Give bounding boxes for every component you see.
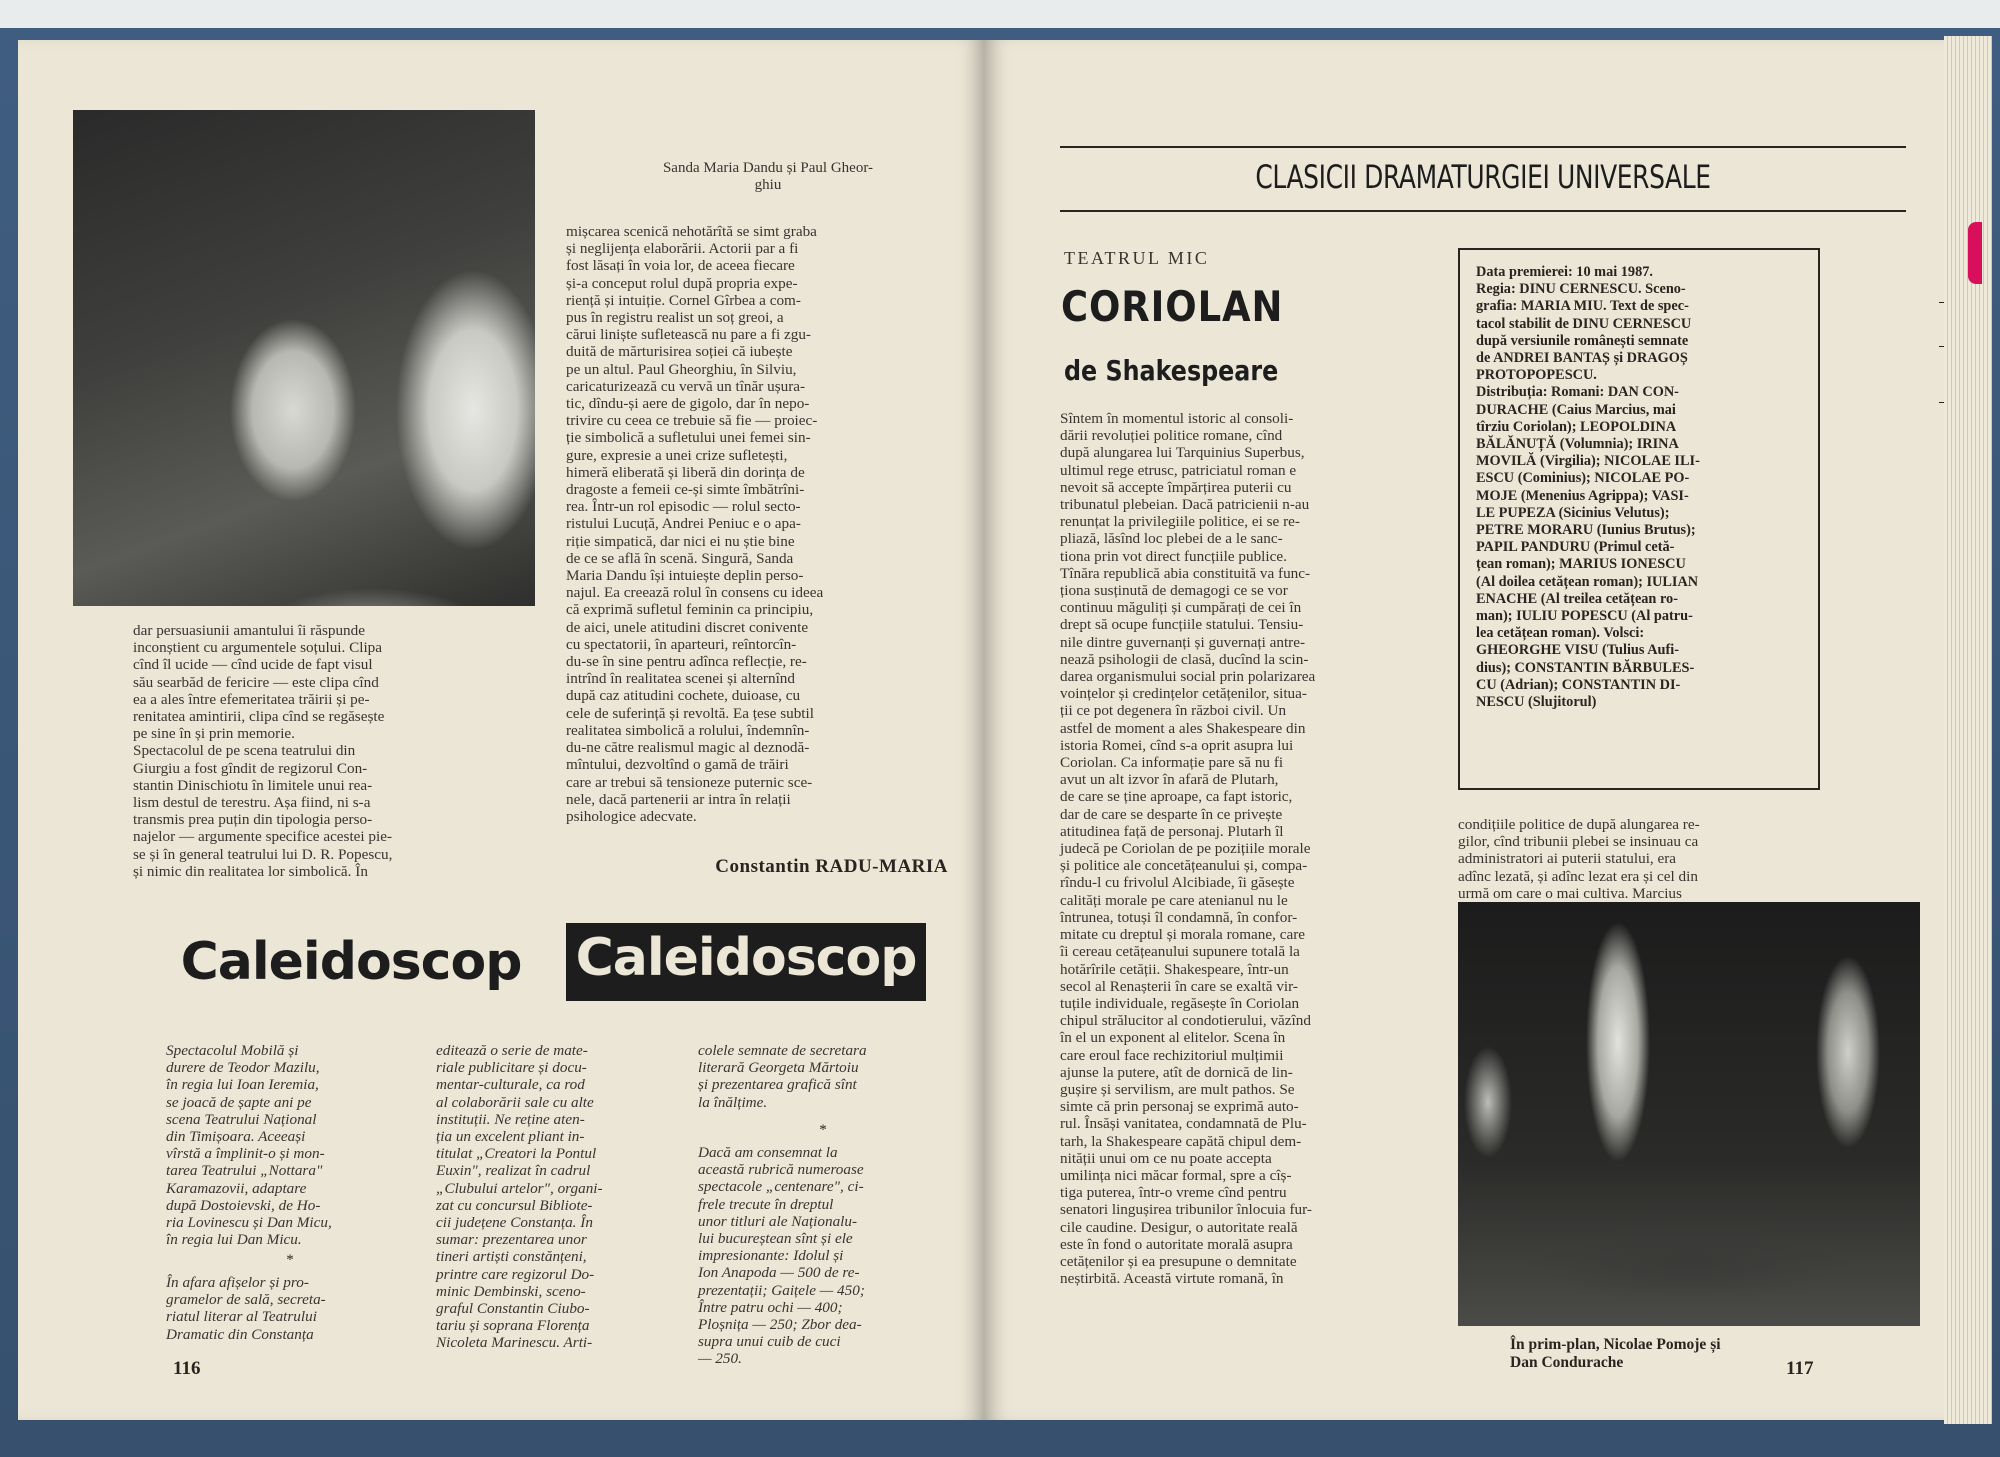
bookmark-tab: [1968, 222, 1982, 284]
kaleidoscop-column-2: editează o serie de mate- riale publicitare și docu- mentar-culturale, ca rod al colaborării sale cu alte instituții. Ne reține aten- ția un excelent pliant in- titulat „Creatori la Pontul Euxin", realizat în cadrul „Clubului artelor", organi- zat cu concursul Bibliote- cii județene Constanța. În sumar: prezentarea unor tineri artiști constănțeni, printre care regizorul Do- minic Dembinski, sceno- graful Constantin Ciubo- tariu și soprana Florența Nicoleta Marinescu. Arti-: [436, 1042, 603, 1352]
credits-text: Data premierei: 10 mai 1987. Regia: DINU CERNESCU. Sceno- grafia: MARIA MIU. Text de spec- tacol stabilit de DINU CERNESCU după versiunile românești semnate de ANDREI BANTAȘ și DRAGOȘ PROTOPOPESCU. Distribuția: Romani: DAN CON- DURACHE (Caius Marcius, mai tîrziu Coriolan); LEOPOLDINA BĂLĂNUȚĂ (Volumnia); IRINA MOVILĂ (Virgilia); NICOLAE ILI- ESCU (Cominius); NICOLAE PO- MOJE (Menenius Agrippa); VASI- LE PUPEZA (Sicinius Velutus); PETRE MORARU (Iunius Brutus); PAPIL PANDURU (Primul cetă- țean roman); MARIUS IONESCU (Al doilea cetățean roman); IULIAN ENACHE (Al treilea cetățean ro- man); IULIU POPESCU (Al patru- lea cetățean roman). Volsci: GHEORGHE VISU (Tulius Aufi- dius); CONSTANTIN BĂRBULES- CU (Adrian); CONSTANTIN DI- NESCU (Slujitorul): [1476, 264, 1700, 711]
stage-photo-left: [73, 110, 535, 606]
kaleidoscop-column-1b: În afara afișelor și pro- gramelor de sală, secreta- riatul literar al Teatrului Dramatic din Constanța: [166, 1274, 326, 1343]
series-title: CLASICII DRAMATURGIEI UNIVERSALE: [1255, 158, 1711, 196]
kaleidoscop-logo: Caleidoscop: [180, 932, 522, 992]
page-number-left: 116: [173, 1358, 201, 1379]
theater-name: TEATRUL MIC: [1064, 248, 1210, 268]
kaleidoscop-column-3: colele semnate de secretara literară Georgeta Mărtoiu și prezentarea grafică sînt la înălțime.: [698, 1042, 867, 1111]
play-title: CORIOLAN: [1061, 282, 1284, 331]
separator-star: *: [286, 1252, 294, 1268]
photo-caption-left: Sanda Maria Dandu și Paul Gheor- ghiu: [662, 160, 874, 193]
credits-box: [1458, 248, 1820, 790]
photo-caption-right: În prim-plan, Nicolae Pomoje și Dan Condurache: [1510, 1336, 1721, 1371]
left-page: [18, 40, 986, 1420]
article-column-right-1: Sîntem în momentul istoric al consoli- dării revoluției politice romane, cînd după alungarea lui Tarquinius Superbus, ultimul rege etrusc, patriciatul roman e nevoit să accepte împărțirea puterii cu tribunatul plebeian. Dacă patricienii n-au renunțat la privilegiile politice, ei se re- pliază, lăsînd loc plebei de a le sanc- tiona prin vot direct funcțiile publice. Tînăra republică abia constituită va func- ționa susținută de demagogi ce se vor continuu măguliți și cumpărați de cei în drept să ocupe funcțiile statului. Tensiu- nile dintre guvernanți și guvernați antre- nează psihologii de clasă, ducînd la scin- darea organismului social prin polarizarea voințelor și credințelor cetățenilor, situa- ții ce pot degenera în război civil. Un astfel de moment a ales Shakespeare din istoria Romei, cînd s-a oprit asupra lui Coriolan. Ca informație pare să nu fi avut un alt izvor în afară de Plutarh, de care se ține aproape, ca fapt istoric, dar de care se desparte în ce privește atitudinea față de personaj. Plutarh îl judecă pe Coriolan de pe pozițiile morale și politice ale concetățeanului și, compa- rîndu-l cu frivolul Alcibiade, îi găsește calități morale pe care atenianul nu le întrunea, totuși îl condamnă, în confor- mitate cu dreptul și morala romane, care îi cereau cetățeanului supunere totală la hotărîrile cetății. Shakespeare, într-un secol al Renașterii în care se exaltă vir- tuțile individuale, regăsește în Coriolan chipul strălucitor al condotierului, văzînd în el un exponent al elitelor. Scena în care eroul face rechizitoriul mulțimii ajunse la putere, atît de dornică de lin- gușire și servilism, are mult pathos. Se simte că prin personaj se exprimă auto- rul. Însăși vanitatea, condamnată de Plu- tarh, la Shakespeare capătă chipul dem- nității unui om ce nu poate accepta umilința nici măcar formal, spre a cîș- tiga puterea, într-o vreme cînd pentru senatori lingușirea tribunilor înlocuia fur- cile caudine. Desigur, o autoritate reală este în fond o autoritate morală asupra cetățenilor și ea presupune o demnitate neștirbită. Această virtute romană, în: [1060, 410, 1316, 1288]
kaleidoscop-column-3b: Dacă am consemnat la această rubrică numeroase spectacole „centenare", ci- frele trecute în dreptul unor titluri ale Naționalu- lui bucureștean sînt și ele impresionante: Idolul și Ion Anapoda — 500 de re- prezentații; Gaițele — 450; Între patru ochi — 400; Ploșnița — 250; Zbor dea- supra unui cuib de cuci — 250.: [698, 1144, 865, 1368]
author-signature: Constantin RADU-MARIA: [715, 856, 948, 877]
separator-star: *: [819, 1122, 827, 1138]
article-column-1: dar persuasiunii amantului îi răspunde inconștient cu argumentele soțului. Clipa cînd îl ucide — cînd ucide de fapt visul său searbăd de fericire — este clipa cînd ea a ales între efemeritatea trăirii și pe- renitatea amintirii, clipa cînd se regăsește pe sine în și prin memorie. Spectacolul de pe scena teatrului din Giurgiu a fost gîndit de regizorul Con- stantin Dinischiotu în limitele unui rea- lism destul de terestru. Așa fiind, ni s-a transmis prea puțin din tipologia perso- najelor — argumente specifice acestei pie- se și în general teatrului lui D. R. Popescu, și nimic din realitatea lor simbolică. În: [133, 622, 393, 880]
kaleidoscop-logo-inverted: Caleidoscop: [566, 923, 926, 1001]
page-number-right: 117: [1786, 1358, 1814, 1379]
kaleidoscop-column-1: Spectacolul Mobilă și durere de Teodor Mazilu, în regia lui Ioan Ieremia, se joacă de șapte ani pe scena Teatrului Național din Timișoara. Aceeași vîrstă a împlinit-o și mon- tarea Teatrului „Nottara" Karamazovii, adaptare după Dostoievski, de Ho- ria Lovinescu și Dan Micu, în regia lui Dan Micu.: [166, 1042, 332, 1249]
article-column-2: mișcarea scenică nehotărîtă se simt graba și neglijența elaborării. Actorii par a fi fost lăsați în voia lor, de aceea fiecare și-a conceput rolul după propria expe- riență și intuiție. Cornel Gîrbea a com- pus în registru realist un soț greoi, a cărui liniște sufletească nu pare a fi zgu- duită de mărturisirea soției că iubește pe un altul. Paul Gheorghiu, în Silviu, caricaturizează cu vervă un tînăr ușura- tic, dîndu-și aere de gigolo, dar în nepo- trivire cu ceea ce trebuie să fie — proiec- ție simbolică a sufletului unei femei sin- gure, expresie a unei crize sufletești, himeră eliberată și liberă din dorința de dragoste a femeii ce-și simte îmbătrîni- rea. Într-un rol episodic — rolul secto- ristului Lucuță, Andrei Peniuc e o apa- riție simpatică, dar nici ei nu știe bine de ce se află în scenă. Singură, Sanda Maria Dandu își intuiește deplin perso- najul. Ea creează rolul în consens cu ideea că exprimă sufletul feminin ca principiu, de aici, unele atitudini discret conivente cu spectatorii, în aparteuri, reîntorcîn- du-se în sine pentru adînca reflecție, re- intrînd în realitatea scenei și alternînd după caz atitudini cochete, duioase, cu cele de suferință și revoltă. Ea țese subtil realitatea simbolică a rolului, îndemnîn- du-ne către realismul magic al deznodă- mîntului, dezvoltînd o gamă de trăiri care ar trebui să tensioneze puternic sce- nele, dacă partenerii ar intra în relații psihologice adecvate.: [566, 223, 824, 825]
play-author: de Shakespeare: [1064, 354, 1279, 387]
series-bottom-rule: [1060, 210, 1906, 212]
right-page: [984, 40, 1944, 1420]
article-column-right-2: condițiile politice de după alungarea re- gilor, cînd tribunii plebei se insinuau ca administratori ai puterii statului, era adînc lezată, și adînc lezat era și cel din urmă om care o mai cultiva. Marcius: [1458, 816, 1700, 902]
stage-photo-right: [1458, 902, 1920, 1326]
series-top-rule: [1060, 146, 1906, 148]
